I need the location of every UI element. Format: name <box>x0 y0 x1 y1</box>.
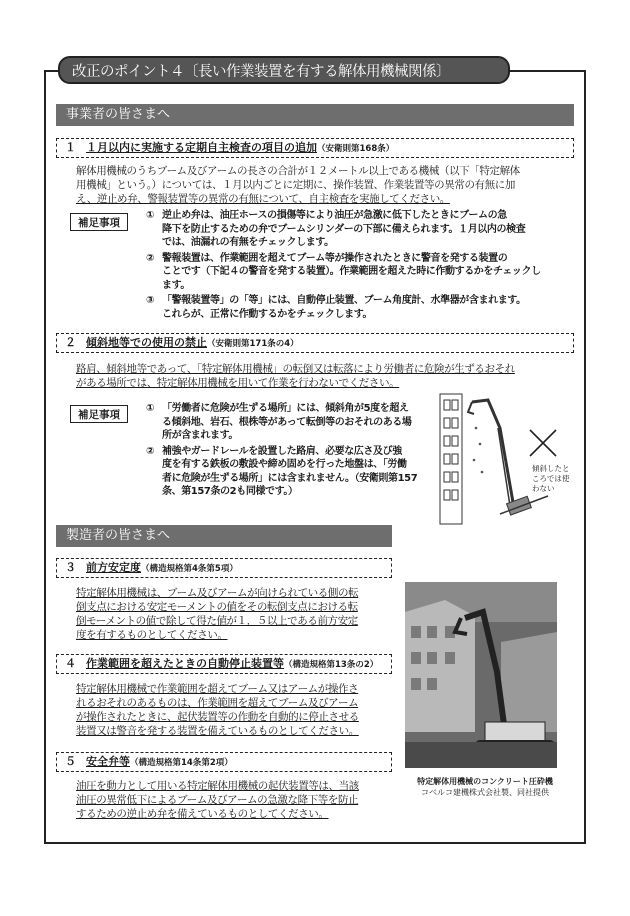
body-line: 路肩、傾斜地等であって、「特定解体用機械」の転倒又は転落により労働者に危険が生ずるおそれ <box>76 363 515 375</box>
body-line: 特定解体用機械は、ブーム及びアームが向けられている側の転 <box>76 587 359 599</box>
body-line: するための逆止め弁を備えているものとしてください。 <box>76 808 329 820</box>
body-line: 解体用機械のうちブーム及びアームの長さの合計が１２メートル以上である機械（以下「特定解体 <box>76 165 520 177</box>
note-item: ② 補強やガードレールを設置した路肩、必要な広さ及び強 度を有する鉄板の敷設や締め固めを行った地盤は、「労働 者に危険が生ずる場所」には含まれません。（安衛則第157 条、第157条の2も同様です。） <box>146 445 418 497</box>
item-title: １月以内に実施する定期自主検査の項目の追加 <box>86 141 317 154</box>
note-item: ① 逆止め弁は、油圧ホースの損傷等により油圧が急激に低下したときにブームの急 降下を防止するための弁でブームシリンダーの下部に備えられます。１月以内の検査 では、油漏れの有無をチェックします。 <box>146 210 526 248</box>
photo-caption: 特定解体用機械のコンクリート圧砕機 コベルコ建機株式会社製、同社提供 <box>417 777 553 797</box>
supplement-label-1: 補足事項 <box>70 213 128 231</box>
illustration-note: 傾斜したと ころでは使 わない <box>532 464 570 493</box>
item-heading-3 <box>56 558 392 578</box>
item-number: ４ <box>65 657 76 670</box>
long-boom-machine-icon <box>468 400 548 515</box>
item-title: 前方安定度 <box>86 561 141 574</box>
section-band-operators: 事業者の皆さまへ <box>56 104 574 126</box>
item-reference: （構造規格第4条第5項） <box>141 564 238 574</box>
section-band-manufacturers: 製造者の皆さまへ <box>56 525 392 547</box>
demolition-machine-photo <box>405 582 557 768</box>
item-body-1 <box>76 164 576 206</box>
body-line: 特定解体用機械で作業範囲を超えてブーム又はアームが操作さ <box>76 683 359 695</box>
note-item: ① 「労働者に危険が生ずる場所」には、傾斜角が5度を超え る傾斜地、岩石、根株等があって転倒等のおそれのある場 所が含まれます。 <box>146 403 412 441</box>
item-title: 傾斜地等での使用の禁止 <box>86 336 207 349</box>
body-line: 用機械」という。）については、１月以内ごとに定期に、操作装置、作業装置等の異常の有無に加 <box>76 179 515 191</box>
body-line: 倒支点における安定モーメントの値をその転倒支点における転 <box>76 601 358 613</box>
item-heading-1 <box>56 138 574 158</box>
item-body-4 <box>76 682 402 738</box>
item-number: ５ <box>65 755 76 768</box>
item-reference: （構造規格第13条の2） <box>284 660 379 670</box>
supplement-label-2: 補足事項 <box>70 405 128 423</box>
supplement-notes-1 <box>146 209 566 321</box>
body-line: え、逆止め弁、警報装置等の異常の有無について、自主検査を実施してください。 <box>76 193 450 205</box>
prohibited-x-icon <box>530 430 556 456</box>
item-number: １ <box>65 141 76 154</box>
building-icon <box>440 394 462 524</box>
item-title: 安全弁等 <box>86 755 130 768</box>
item-body-5 <box>76 779 402 821</box>
body-line: 油圧の異常低下によるブーム及びアームの急激な降下等を防止 <box>76 794 359 806</box>
item-reference: （構造規格第14条第2項） <box>130 758 233 768</box>
item-body-3 <box>76 586 402 642</box>
main-title: 改正のポイント４〔長い作業装置を有する解体用機械関係〕 <box>58 56 510 84</box>
body-line: れるおそれのあるものは、作業範囲を超えてブーム及びアーム <box>76 697 359 709</box>
note-item: ③ 「警報装置等」の「等」には、自動停止装置、ブーム角度計、水準器が含まれます。 これらが、正常に作動するかをチェックします。 <box>146 295 526 320</box>
item-reference: （安衛則第171条の4） <box>207 339 299 349</box>
crusher-photo-icon <box>405 582 557 768</box>
body-line: 度を有するものとしてください。 <box>76 629 228 641</box>
supplement-notes-2 <box>146 402 436 499</box>
item-heading-5 <box>56 752 392 772</box>
body-line: 倒モーメントの値で除して得た値が１．５以上である前方安定 <box>76 615 358 627</box>
debris-icon <box>473 427 484 474</box>
body-line: がある場所では、特定解体用機械を用いて作業を行わないでください。 <box>76 377 400 389</box>
item-title: 作業範囲を超えたときの自動停止装置等 <box>86 657 284 670</box>
body-line: 装置又は警音を発する装置を備えているものとしてください。 <box>76 725 359 737</box>
item-reference: （安衛則第168条） <box>317 144 395 154</box>
body-line: が操作されたときに、起伏装置等の作動を自動的に停止させる <box>76 711 359 723</box>
item-body-2 <box>76 362 576 390</box>
tilted-machine-illustration <box>438 388 578 528</box>
item-number: ２ <box>65 336 76 349</box>
item-heading-2 <box>56 333 574 353</box>
item-number: ３ <box>65 561 76 574</box>
note-item: ② 警報装置は、作業範囲を超えてブーム等が操作されたときに警音を発する装置の ことです（下記４の警音を発する装置）。作業範囲を超えた時に作動するかをチェックし ます。 <box>146 252 541 291</box>
item-heading-4 <box>56 654 392 674</box>
body-line: 油圧を動力として用いる特定解体用機械の起伏装置等は、当該 <box>76 780 359 792</box>
